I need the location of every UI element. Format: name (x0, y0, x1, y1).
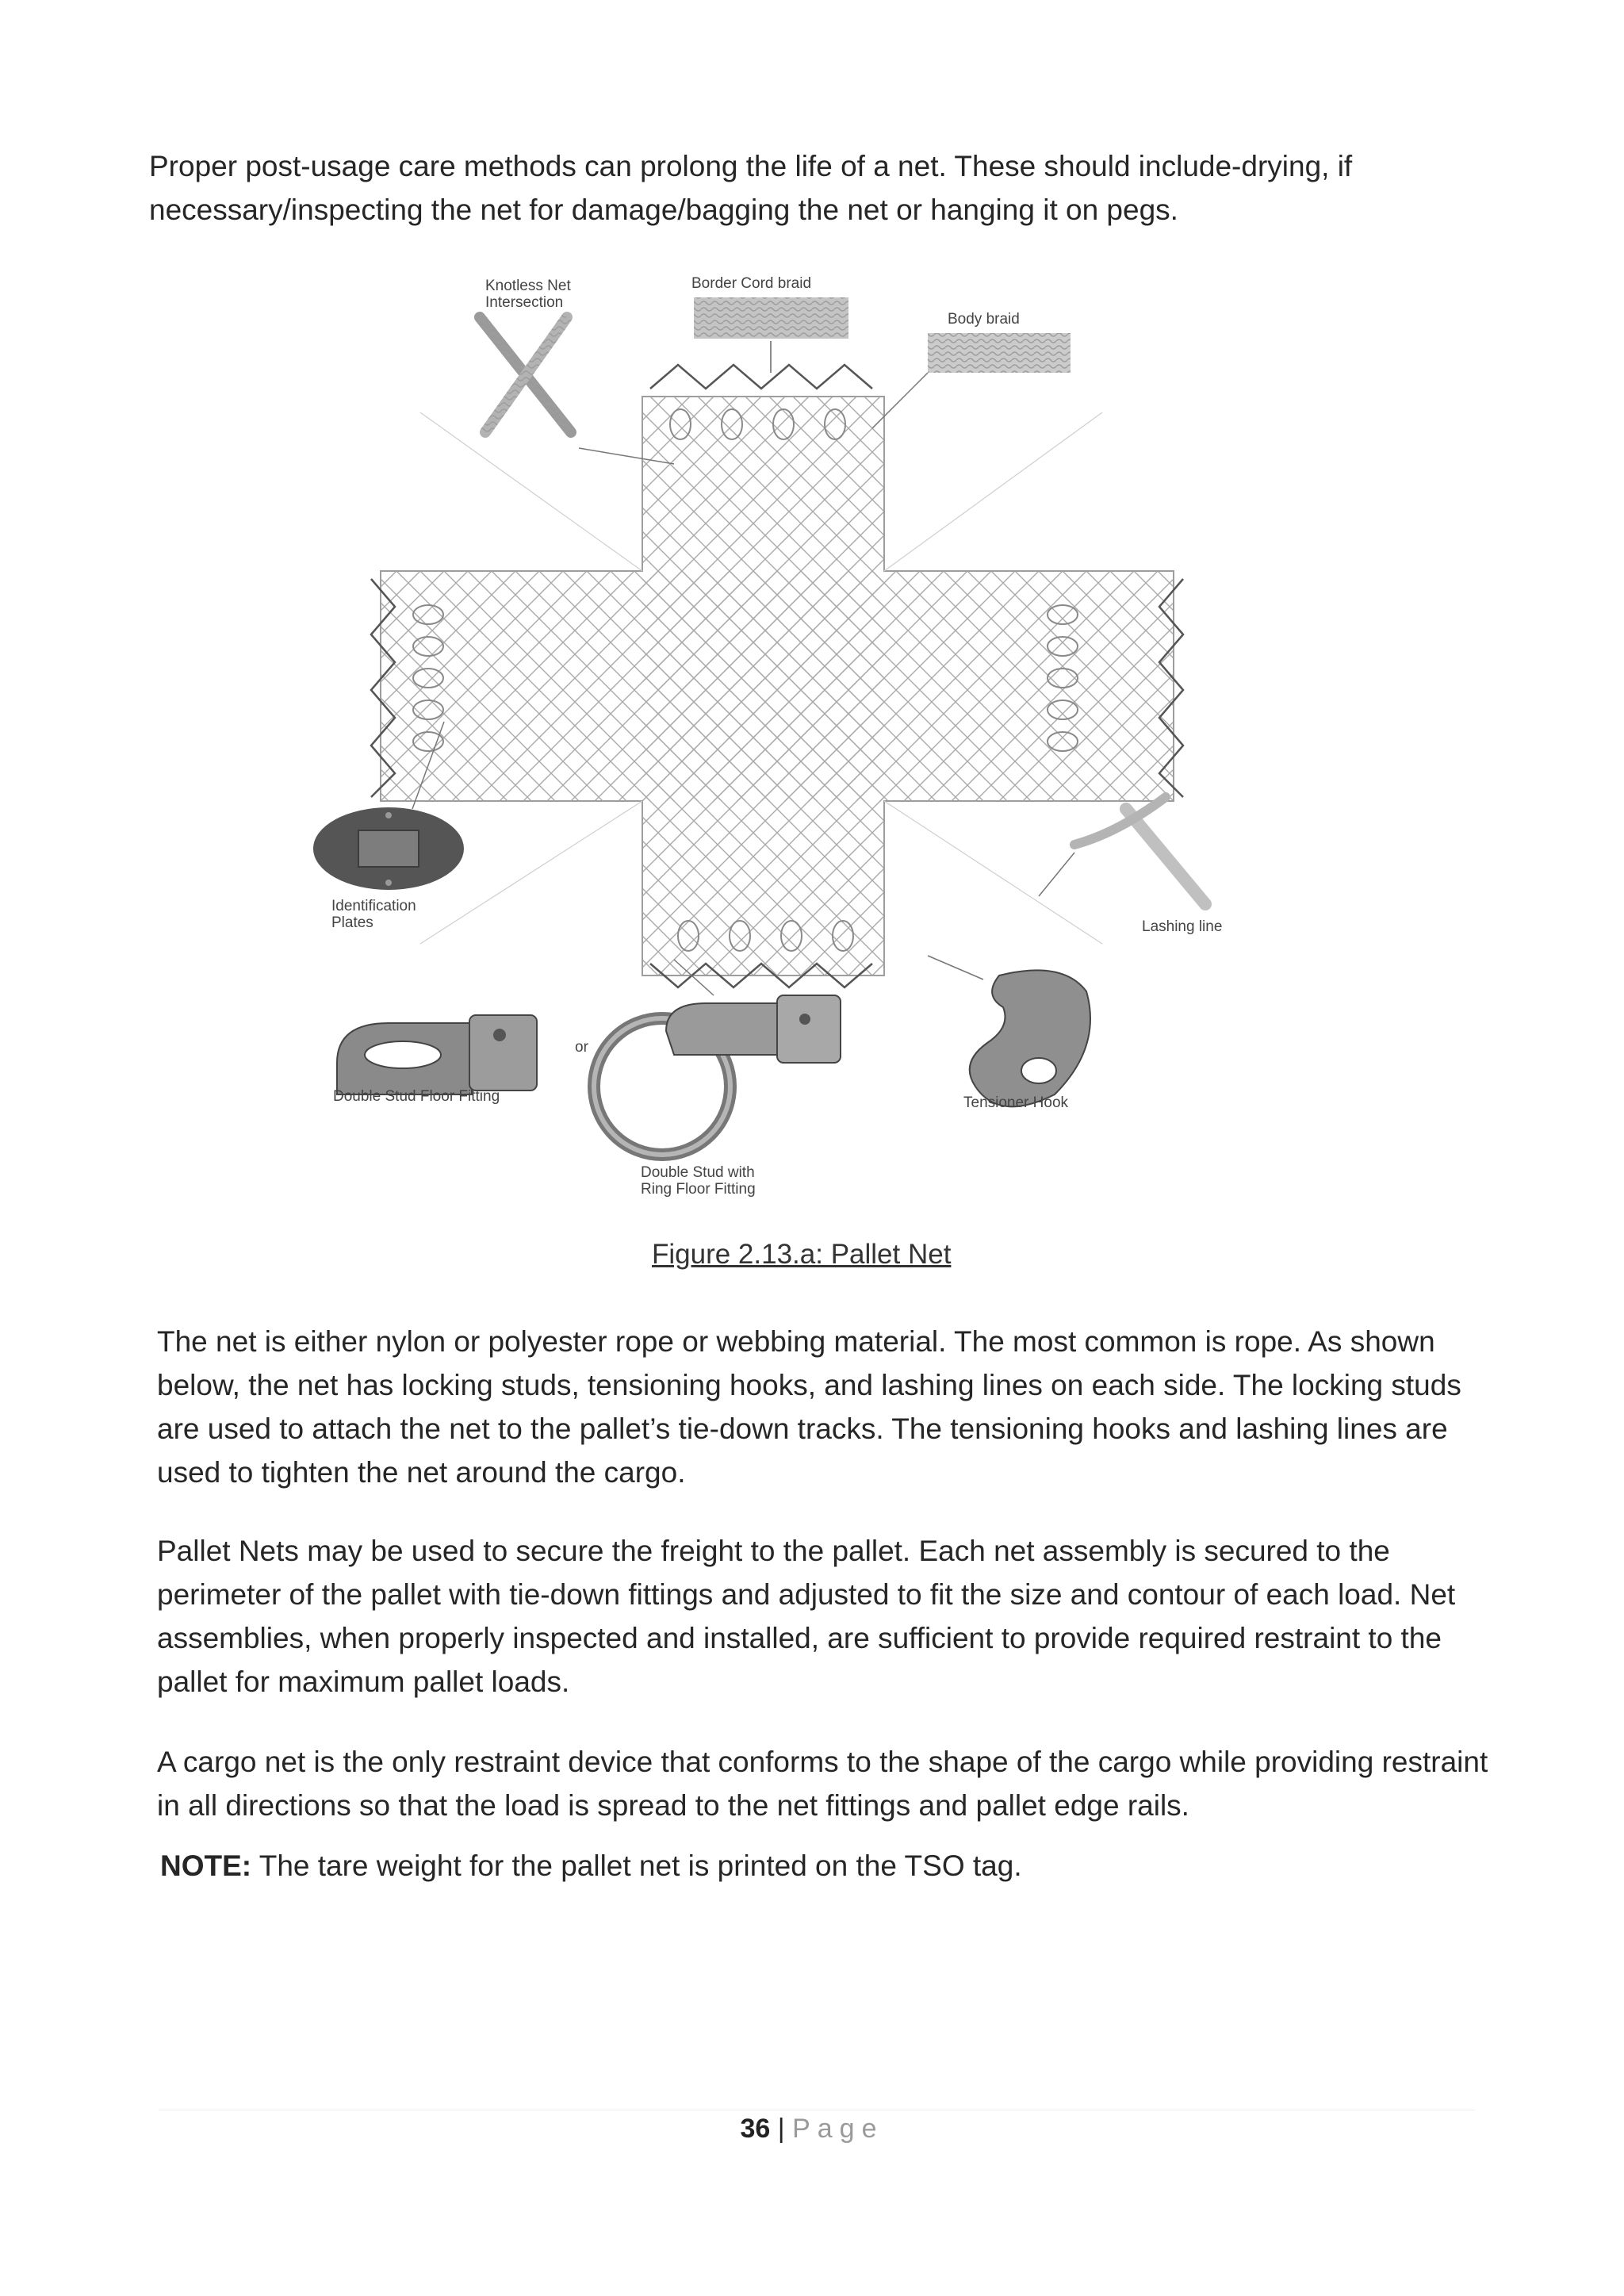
knotless-label: Knotless Net Intersection (485, 278, 571, 311)
tensioner-hook-icon (928, 956, 1090, 1106)
footer-separator: | (777, 2114, 785, 2144)
lashing-line-label: Lashing line (1142, 918, 1223, 935)
double-stud-ring-fitting-icon (594, 960, 841, 1155)
body-braid-label: Body braid (948, 311, 1020, 328)
page-word: Page (792, 2114, 884, 2144)
figure-caption: Figure 2.13.a: Pallet Net (652, 1239, 952, 1270)
note-text: The tare weight for the pallet net is printed on the TSO tag. (251, 1849, 1022, 1882)
cargo-net-paragraph: A cargo net is the only restraint device that conforms to the shape of the cargo while providing restraint in all directions so that the load is spread to the net fittings and pallet edge rails. (157, 1746, 1488, 1822)
pallet-net-figure (301, 262, 1300, 1245)
note-paragraph (160, 1844, 1492, 1888)
body-braid-icon (872, 333, 1071, 428)
pallet-nets-paragraph: Pallet Nets may be used to secure the freight to the pallet. Each net assembly is secured to the perimeter of the pallet with tie-down fittings and adjusted to fit the size and contour of each load. Net assemblies, when properly inspected and installed, are sufficient to provide required restraint to the pallet for maximum pallet loads. (157, 1535, 1456, 1698)
or-label: or (575, 1039, 588, 1056)
border-cord-braid-icon (694, 297, 848, 373)
double-stud-floor-fitting-icon (337, 1015, 537, 1094)
lashing-line-icon (1039, 797, 1205, 904)
double-stud-label: Double Stud Floor Fitting (333, 1088, 500, 1105)
intro-paragraph: Proper post-usage care methods can prolong the life of a net. These should include-drying, if necessary/inspecting the net for damage/bagging the net or hanging it on pegs. (149, 150, 1353, 226)
page-number: 36 (740, 2114, 771, 2144)
border-cord-label: Border Cord braid (691, 275, 812, 292)
page-footer (0, 2114, 1624, 2145)
identification-plates-label: Identification Plates (331, 898, 416, 931)
note-label: NOTE: (160, 1849, 252, 1882)
tensioner-hook-label: Tensioner Hook (963, 1094, 1069, 1111)
double-stud-ring-label: Double Stud with Ring Floor Fitting (641, 1164, 756, 1198)
material-paragraph: The net is either nylon or polyester rope or webbing material. The most common is rope. As shown below, the net has locking studs, tensioning hooks, and lashing lines on each side. The locking studs are used to attach the net to the pallet’s tie-down tracks. The tensioning hooks and lashing lines are used to tighten the net around the cargo. (157, 1325, 1461, 1489)
